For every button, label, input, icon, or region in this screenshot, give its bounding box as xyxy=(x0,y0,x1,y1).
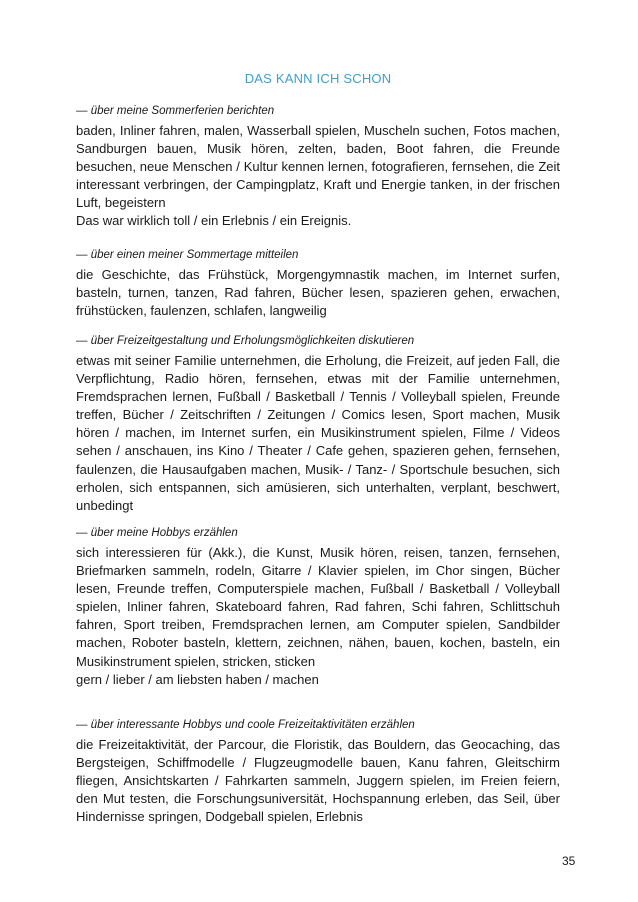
section-body: baden, Inliner fahren, malen, Wasserball spielen, Muscheln suchen, Fotos machen, Sandburgen bauen, Musik hören, zelten, baden, Boot fahren, die Freunde besuchen, neue Menschen / Kultur kennen lernen, fotografieren, fernsehen, die Zeit interessant verbringen, der Campingplatz, Kraft und Energie tanken, in der frischen Luft, begeistern xyxy=(76,123,560,211)
section-hobbies xyxy=(76,526,560,689)
section-body: etwas mit seiner Familie unternehmen, die Erholung, die Freizeit, auf jeden Fall, die Verpflichtung, Radio hören, fernsehen, etwas mit der Familie unternehmen, Fremdsprachen lernen, Fußball / Basketball / Tennis / Volleyball spielen, Freunde treffen, Bücher / Zeitschriften / Zeitungen / Comics lesen, Sport machen, Musik hören / machen, im Internet surfen, ein Musikinstrument spielen, Filme / Videos sehen / anschauen, ins Kino / Theater / Cafe gehen, spazieren gehen, fernsehen, faulenzen, die Hausaufgaben machen, Musik- / Tanz- / Sportschule besuchen, sich erholen, sich entspannen, sich amüsieren, sich unterhalten, verplant, beschwert, unbedingt xyxy=(76,353,560,513)
section-heading: — über Freizeitgestaltung und Erholungsmöglichkeiten diskutieren xyxy=(76,335,415,347)
page-number: 35 xyxy=(562,854,576,868)
section-leisure-discussion xyxy=(76,334,560,515)
section-heading: — über meine Hobbys erzählen xyxy=(76,527,238,539)
page-title: DAS KANN ICH SCHON xyxy=(244,71,392,86)
section-heading: — über meine Sommerferien berichten xyxy=(76,105,275,117)
section-summer-holidays xyxy=(76,104,560,231)
section-extra-line: Das war wirklich toll / ein Erlebnis / ein Ereignis. xyxy=(76,213,352,229)
section-heading: — über einen meiner Sommertage mitteilen xyxy=(76,249,299,261)
section-body: die Freizeitaktivität, der Parcour, die Floristik, das Bouldern, das Geocaching, das Bergsteigen, Schiffmodelle / Flugzeugmodelle bauen, Kanu fahren, Gleitschirm fliegen, Ansichtskarten / Fahrkarten sammeln, Juggern spielen, im Freien feiern, den Mut testen, die Forschungsuniversität, Hochspannung erleben, das Seil, über Hindernisse springen, Dodgeball spielen, Erlebnis xyxy=(76,737,560,825)
section-body: die Geschichte, das Frühstück, Morgengymnastik machen, im Internet surfen, basteln, turnen, tanzen, Rad fahren, Bücher lesen, spazieren gehen, erwachen, frühstücken, faulenzen, schlafen, langweilig xyxy=(76,267,560,319)
section-body: sich interessieren für (Akk.), die Kunst, Musik hören, reisen, tanzen, fernsehen, Briefmarken sammeln, rodeln, Gitarre / Klavier spielen, im Chor singen, Bücher lesen, Freunde treffen, Computerspiele machen, Fußball / Basketball / Volleyball spielen, Inliner fahren, Skateboard fahren, Rad fahren, Schi fahren, Schlittschuh fahren, Sport treiben, Fremdsprachen lernen, am Computer spielen, Sandbilder machen, Roboter basteln, klettern, zeichnen, nähen, bauen, kochen, basteln, ein Musikinstrument spielen, stricken, sticken xyxy=(76,545,560,669)
section-extra-line: gern / lieber / am liebsten haben / machen xyxy=(76,671,319,687)
section-heading: — über interessante Hobbys und coole Freizeitaktivitäten erzählen xyxy=(76,719,415,731)
section-summer-day xyxy=(76,248,560,320)
section-cool-hobbies xyxy=(76,718,560,826)
